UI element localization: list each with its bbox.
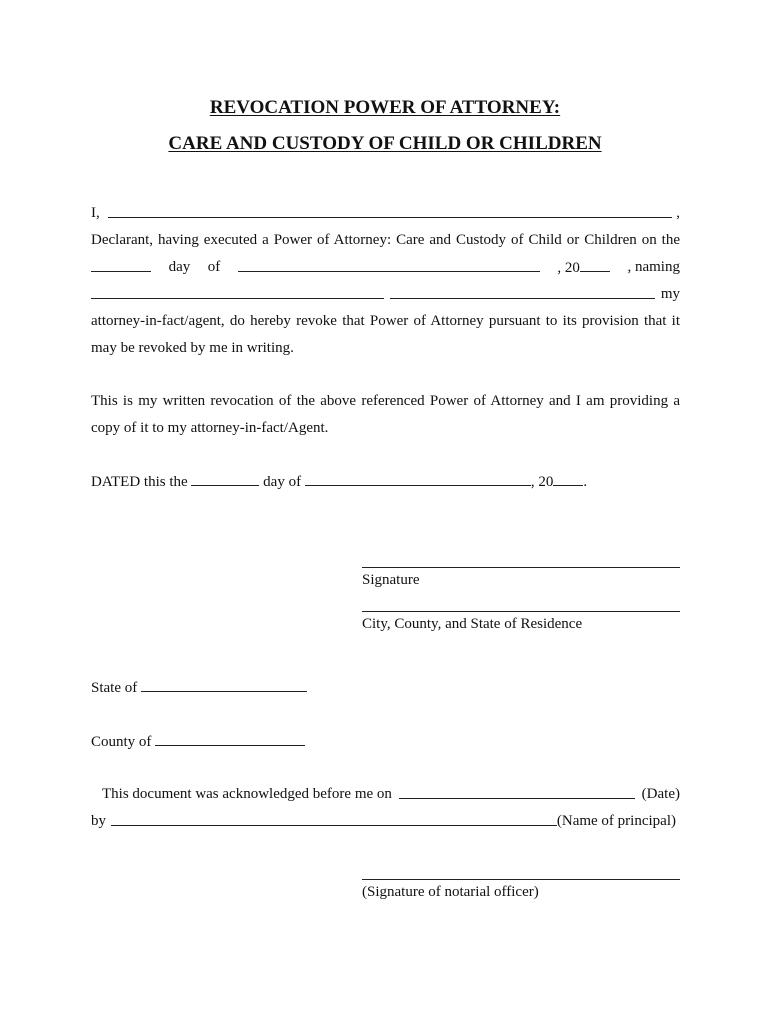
notary-signature-label: (Signature of notarial officer) <box>362 884 539 900</box>
execution-date-row: day of , 20 , naming <box>91 257 680 278</box>
dated-year-field[interactable] <box>553 471 583 486</box>
document-title: REVOCATION POWER OF ATTORNEY: <box>209 97 561 118</box>
acknowledgment-row: This document was acknowledged before me on (Date) <box>102 786 680 802</box>
residence-label: City, County, and State of Residence <box>362 616 583 632</box>
agent-name-field-1[interactable] <box>91 284 384 299</box>
dated-day-field[interactable] <box>191 471 259 486</box>
signature-label: Signature <box>362 572 420 588</box>
principal-name-field[interactable] <box>111 811 557 826</box>
state-row: State of <box>91 677 680 698</box>
county-field[interactable] <box>155 731 305 746</box>
written-revocation-text-end: copy of it to my attorney-in-fact/Agent. <box>91 420 329 436</box>
state-field[interactable] <box>141 677 307 692</box>
residence-field[interactable] <box>362 611 680 612</box>
principal-row: by (Name of principal) <box>91 813 676 829</box>
revoke-text: attorney-in-fact/agent, do hereby revoke that Power of Attorney pursuant to its provision that it <box>91 313 680 329</box>
notary-signature-field[interactable] <box>362 879 680 880</box>
declarant-name-row: I, , <box>91 205 680 221</box>
county-row: County of <box>91 731 680 752</box>
declarant-text: Declarant, having executed a Power of Attorney: Care and Custody of Child or Children on the <box>91 232 680 248</box>
acknowledgment-date-field[interactable] <box>399 784 635 799</box>
signature-field[interactable] <box>362 567 680 568</box>
dated-row: DATED this the day of , 20 . <box>91 471 680 492</box>
written-revocation-text: This is my written revocation of the above referenced Power of Attorney and I am providing a <box>91 393 680 409</box>
document-subtitle: CARE AND CUSTODY OF CHILD OR CHILDREN <box>168 133 602 154</box>
declarant-name-field[interactable] <box>108 203 673 218</box>
revoke-text-end: may be revoked by me in writing. <box>91 340 294 356</box>
execution-day-field[interactable] <box>91 257 151 272</box>
execution-month-field[interactable] <box>238 257 540 272</box>
execution-year-field[interactable] <box>580 257 610 272</box>
agent-name-field-2[interactable] <box>390 284 655 299</box>
agent-names-row: my <box>91 284 680 304</box>
dated-month-field[interactable] <box>305 471 531 486</box>
